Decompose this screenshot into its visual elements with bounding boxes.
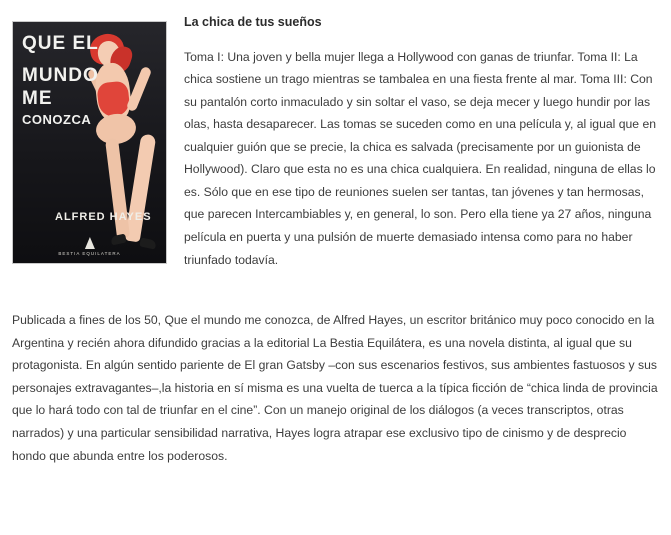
cover-title-line-2: MUNDO xyxy=(22,64,99,86)
book-cover-image xyxy=(12,21,167,264)
publisher-name: BESTIA EQUILATERA xyxy=(58,251,121,256)
book-cover-figure xyxy=(12,21,170,264)
publisher-logo xyxy=(58,237,120,256)
cover-author-name: ALFRED HAYES xyxy=(55,211,152,224)
article-paragraph-1: Toma I: Una joven y bella mujer llega a Hollywood con ganas de triunfar. Toma II: La chica sostiene un trago mientras se tambalea en una fiesta frente al mar. Toma III: Con su pantalón corto inmaculado y sin soltar el vaso, se deja mecer y luego hundir por las olas, hasta desaparecer. Las tomas se suceden como en una película y, al igual que en cualquier guión que se precie, la chica es salvada (precisamente por un guionista de Hollywood). Claro que esta no es una chica cualquiera. En realidad, ninguna de ellas lo es. Sólo que en ese tipo de reuniones suelen ser tantas, tan jóvenes y tan hermosas, que parecen Intercambiables y, en general, lo son. Pero ella tiene ya 27 años, ninguna película en puerta y una pulsión de muerte demasiado intensa como para no haber triunfado todavía. xyxy=(184,49,657,267)
cover-title-line-3: ME xyxy=(22,87,53,109)
paragraph-spacer xyxy=(12,287,659,309)
article-paragraph-2: Publicada a fines de los 50, Que el mundo me conozca, de Alfred Hayes, un escritor británico muy poco conocido en la Argentina y recién ahora difundido gracias a la editorial La Bestia Equilátera, es una novela distinta, al igual que su protagonista. En algún sentido pariente de El gran Gatsby –con sus escenarios festivos, sus ambientes fastuosos y sus personajes extravagantes–,la historia en sí misma es una vuelta de tuerca a la típica ficción de “chica linda de provincia que lo hará todo con tal de triunfar en el cine”. Con un manejo original de los diálogos (a veces transcriptos, otras narrados) y una particular sensibilidad narrativa, Hayes logra atrapar ese exclusivo tipo de cinismo y de desprecio hondo que abunda entre los poderosos. xyxy=(12,313,658,463)
triangle-icon xyxy=(85,237,95,249)
cover-title-line-1: QUE EL xyxy=(22,33,99,54)
cover-title-block xyxy=(22,34,118,126)
cover-author xyxy=(55,210,152,225)
page-title: La chica de tus sueños xyxy=(184,15,322,29)
illustration-shoe-right xyxy=(139,237,157,249)
illustration-leg-right xyxy=(125,133,157,242)
cover-title-line-4: CONOZCA xyxy=(22,111,92,127)
